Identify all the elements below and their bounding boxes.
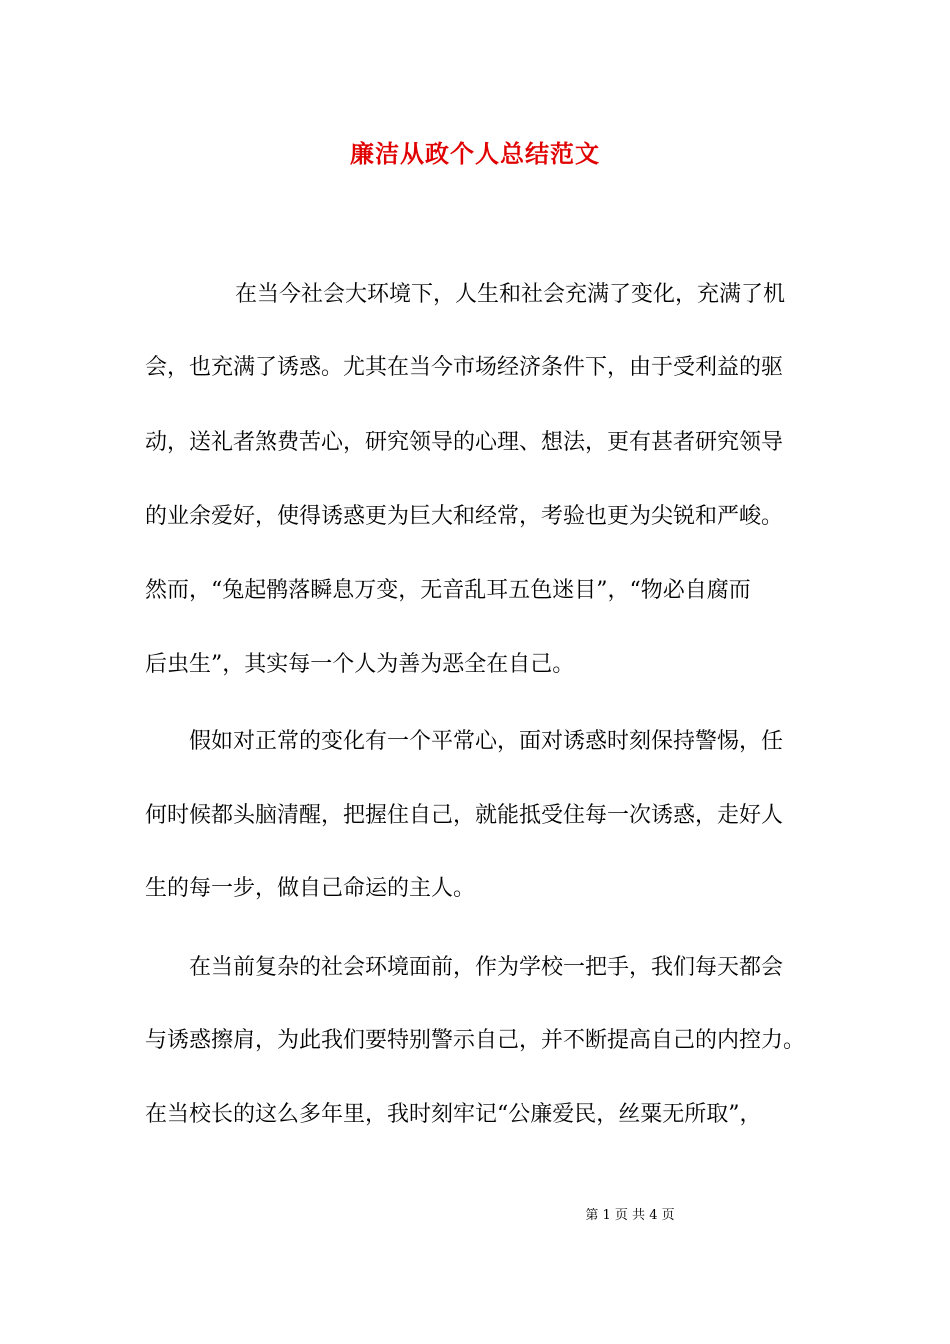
paragraph-line: 会，也充满了诱惑。尤其在当今市场经济条件下，由于受利益的驱 [145,355,784,380]
paragraph-line: 然而，“兔起鹘落瞬息万变，无音乱耳五色迷目”，“物必自腐而 [145,578,751,603]
paragraph-line: 动，送礼者煞费苦心，研究领导的心理、想法，更有甚者研究领导 [145,430,784,455]
paragraph-line: 后虫生”，其实每一个人为善为恶全在自己。 [145,652,575,677]
paragraph-line: 在当今社会大环境下，人生和社会充满了变化，充满了机 [235,282,786,307]
paragraph-line: 与诱惑擦肩，为此我们要特别警示自己，并不断提高自己的内控力。 [145,1028,806,1053]
paragraph-line: 假如对正常的变化有一个平常心，面对诱惑时刻保持警惕，任 [189,729,784,754]
page-title: 廉洁从政个人总结范文 [350,139,600,168]
paragraph-line: 何时候都头脑清醒，把握住自己，就能抵受住每一次诱惑，走好人 [145,803,784,828]
page-number: 第 1 页 共 4 页 [585,1208,675,1223]
paragraph-line: 在当前复杂的社会环境面前，作为学校一把手，我们每天都会 [189,955,784,980]
page-footer [0,1207,950,1225]
paragraph-line: 生的每一步，做自己命运的主人。 [145,876,476,901]
paragraph-line: 在当校长的这么多年里，我时刻牢记“公廉爱民，丝粟无所取”， [145,1102,762,1127]
paragraph-line: 的业余爱好，使得诱惑更为巨大和经常，考验也更为尖锐和严峻。 [145,504,784,529]
